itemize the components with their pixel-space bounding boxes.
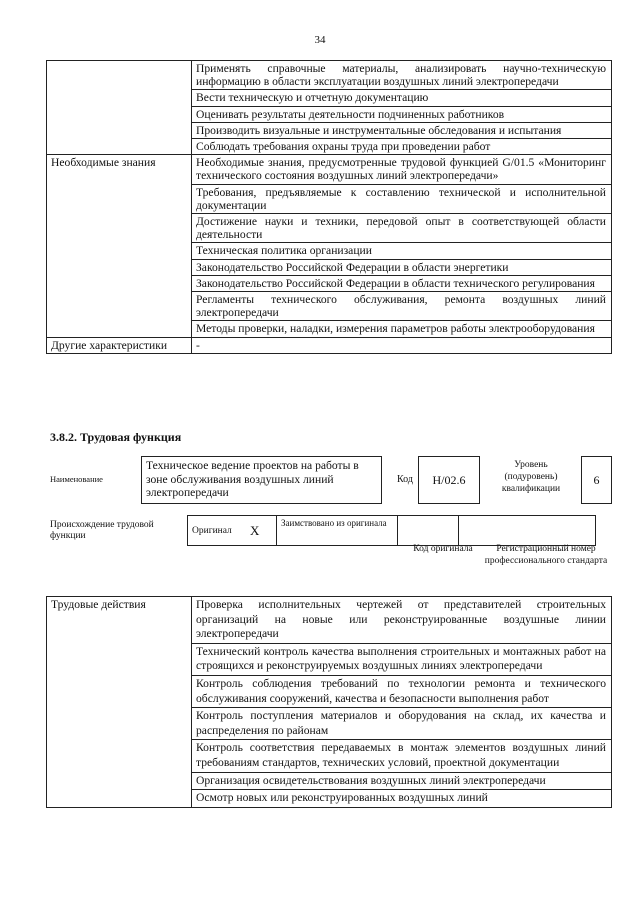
knowledge-item: Методы проверки, наладки, измерения параметров работы электрооборудования [192, 321, 612, 337]
qualification-level-label: Уровень (подуровень) квалификации [501, 460, 561, 494]
labor-action-item: Организация освидетельствования воздушных линий электропередачи [192, 772, 612, 790]
knowledge-item: Необходимые знания, предусмотренные трудовой функцией G/01.5 «Мониторинг технического состояния воздушных линий электропередачи» [192, 155, 612, 184]
labor-action-item: Осмотр новых или реконструированных воздушных линий [192, 790, 612, 808]
knowledge-item: Законодательство Российской Федерации в области энергетики [192, 259, 612, 275]
function-code-box: Н/02.6 [418, 456, 480, 504]
skill-item: Вести техническую и отчетную документацию [192, 90, 612, 106]
labor-action-item: Проверка исполнительных чертежей от представителей строительных организаций на новые или реконструированные воздушные линии электропередачи [192, 597, 612, 644]
knowledge-item: Требования, предъявляемые к составлению технической и исполнительной документации [192, 184, 612, 213]
labor-action-item: Технический контроль качества выполнения строительных и монтажных работ на строящихся и реконструируемых воздушных линиях электропередачи [192, 643, 612, 675]
knowledge-item: Достижение науки и техники, передовой опыт в соответствующей области деятельности [192, 214, 612, 243]
knowledge-item: Регламенты технического обслуживания, ремонта воздушных линий электропередачи [192, 292, 612, 321]
knowledge-item: Законодательство Российской Федерации в области технического регулирования [192, 275, 612, 291]
skill-item: Оценивать результаты деятельности подчиненных работников [192, 106, 612, 122]
registration-number-cell [459, 516, 596, 546]
competency-table [46, 60, 612, 354]
other-characteristics-value: - [192, 337, 612, 353]
labor-action-item: Контроль поступления материалов и оборудования на склад, их качества и распределения по районам [192, 708, 612, 740]
table-row [47, 155, 612, 184]
other-characteristics-label: Другие характеристики [47, 337, 192, 353]
table-row [188, 516, 596, 546]
skill-item: Соблюдать требования охраны труда при проведении работ [192, 139, 612, 155]
labor-action-item: Контроль соблюдения требований по технологии ремонта и технического обслуживания сооружений, качества и безопасности выполнения работ [192, 675, 612, 707]
table-row [47, 61, 612, 90]
skills-label [47, 61, 192, 155]
origin-label: Происхождение трудовой функции [50, 520, 154, 541]
qualification-level-box: 6 [581, 456, 612, 504]
knowledge-item: Техническая политика организации [192, 243, 612, 259]
labor-actions-label: Трудовые действия [47, 597, 192, 808]
registration-number-caption: Регистрационный номер профессионального стандарта [484, 544, 608, 566]
table-row [47, 597, 612, 644]
labor-actions-table [46, 596, 612, 808]
origin-table [187, 515, 596, 546]
borrowed-label: Заимствовано из оригинала [277, 516, 398, 546]
knowledge-label: Необходимые знания [47, 155, 192, 337]
page-number: 34 [314, 34, 326, 46]
labor-action-item: Контроль соответствия передаваемых в монтаж элементов воздушных линий требованиям стандартов, технических условий, проектной документации [192, 740, 612, 772]
section-title: 3.8.2. Трудовая функция [50, 430, 182, 444]
original-mark: X [246, 516, 277, 546]
original-code-caption: Код оригинала [413, 544, 473, 554]
original-label: Оригинал [188, 516, 247, 546]
name-label: Наименование [50, 474, 103, 484]
original-code-cell [398, 516, 459, 546]
code-label: Код [397, 474, 413, 485]
skill-item: Производить визуальные и инструментальные обследования и испытания [192, 122, 612, 138]
table-row [47, 337, 612, 353]
function-name-box: Техническое ведение проектов на работы в зоне обслуживания воздушных линий электропередачи [141, 456, 382, 504]
skill-item: Применять справочные материалы, анализировать научно-техническую информацию в области эксплуатации воздушных линий электропередачи [192, 61, 612, 90]
